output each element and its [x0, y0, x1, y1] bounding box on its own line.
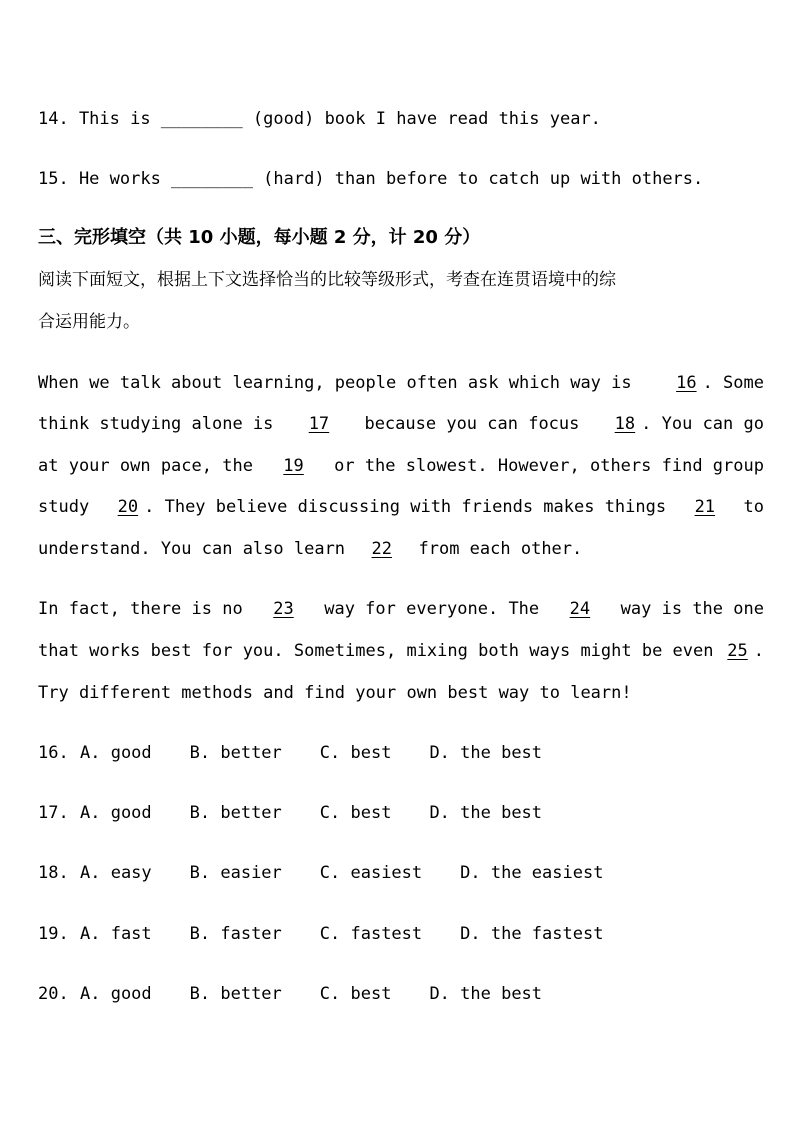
option-a: A. good	[80, 803, 152, 823]
question-number: 17.	[38, 803, 69, 823]
question-20-options	[38, 983, 580, 1005]
option-d: D. the easiest	[460, 863, 604, 883]
option-b: B. better	[189, 743, 282, 763]
option-b: B. easier	[189, 863, 282, 883]
passage-text: understand. You can also learn	[38, 539, 346, 559]
passage-text: . Some	[702, 373, 764, 393]
passage-text: .	[753, 641, 764, 661]
option-c: C. easiest	[319, 863, 423, 883]
blank-19: 19	[283, 456, 304, 476]
question-number: 19.	[38, 924, 69, 944]
blank-16: 16	[676, 373, 697, 393]
option-c: C. best	[319, 803, 392, 823]
option-b: B. better	[189, 803, 282, 823]
option-c: C. fastest	[319, 924, 423, 944]
section-heading: 三、完形填空（共 10 小题，每小题 2 分，计 20 分）	[38, 227, 481, 248]
question-16-options	[38, 742, 580, 764]
option-b: B. better	[189, 984, 282, 1004]
option-a: A. fast	[80, 924, 152, 944]
passage-line	[38, 538, 582, 560]
blank-17: 17	[308, 414, 330, 434]
passage-line	[38, 372, 764, 394]
passage-text: study	[38, 497, 90, 517]
section-instruction-line-2: 合运用能力。	[38, 312, 140, 332]
blank-24: 24	[569, 599, 591, 619]
passage-text: because you can focus	[364, 414, 580, 434]
section-instruction-line-1: 阅读下面短文，根据上下文选择恰当的比较等级形式，考查在连贯语境中的综	[38, 270, 616, 290]
passage-text: think studying alone is	[38, 414, 274, 434]
passage-line	[38, 413, 764, 435]
blank-22: 22	[371, 539, 393, 559]
option-d: D. the best	[429, 803, 543, 823]
blank-23: 23	[273, 599, 294, 619]
question-number: 20.	[38, 984, 69, 1004]
passage-line: Try different methods and find your own best way to learn!	[38, 683, 632, 703]
passage-text: from each other.	[418, 539, 583, 559]
passage-text: that works best for you. Sometimes, mixing both ways might be even	[38, 641, 714, 661]
passage-line	[38, 496, 764, 518]
blank-18: 18	[614, 414, 636, 434]
question-19-options	[38, 923, 641, 945]
passage-text: . You can go	[641, 414, 764, 434]
passage-text: way for everyone. The	[324, 599, 540, 619]
passage-text: When we talk about learning, people often ask which way is	[38, 373, 632, 393]
blank-25: 25	[727, 641, 748, 661]
passage-text: or the slowest. However, others find group	[334, 456, 764, 476]
option-d: D. the best	[429, 743, 543, 763]
passage-text: . They believe discussing with friends makes things	[144, 497, 667, 517]
passage-text: In fact, there is no	[38, 599, 243, 619]
option-b: B. faster	[189, 924, 282, 944]
option-a: A. good	[80, 743, 152, 763]
passage-line	[38, 640, 764, 662]
passage-text: to	[743, 497, 764, 517]
question-number: 18.	[38, 863, 69, 883]
question-15: 15. He works ________ (hard) than before to catch up with others.	[38, 169, 704, 189]
passage-line	[38, 455, 764, 477]
passage-line	[38, 598, 764, 620]
question-14: 14. This is ________ (good) book I have read this year.	[38, 109, 601, 129]
blank-21: 21	[694, 497, 716, 517]
passage-text: at your own pace, the	[38, 456, 253, 476]
blank-20: 20	[117, 497, 139, 517]
option-c: C. best	[319, 984, 392, 1004]
option-d: D. the best	[429, 984, 543, 1004]
option-c: C. best	[319, 743, 392, 763]
question-18-options	[38, 862, 641, 884]
passage-text: way is the one	[620, 599, 764, 619]
option-a: A. easy	[80, 863, 152, 883]
question-number: 16.	[38, 743, 69, 763]
option-a: A. good	[80, 984, 152, 1004]
option-d: D. the fastest	[460, 924, 604, 944]
question-17-options	[38, 802, 580, 824]
